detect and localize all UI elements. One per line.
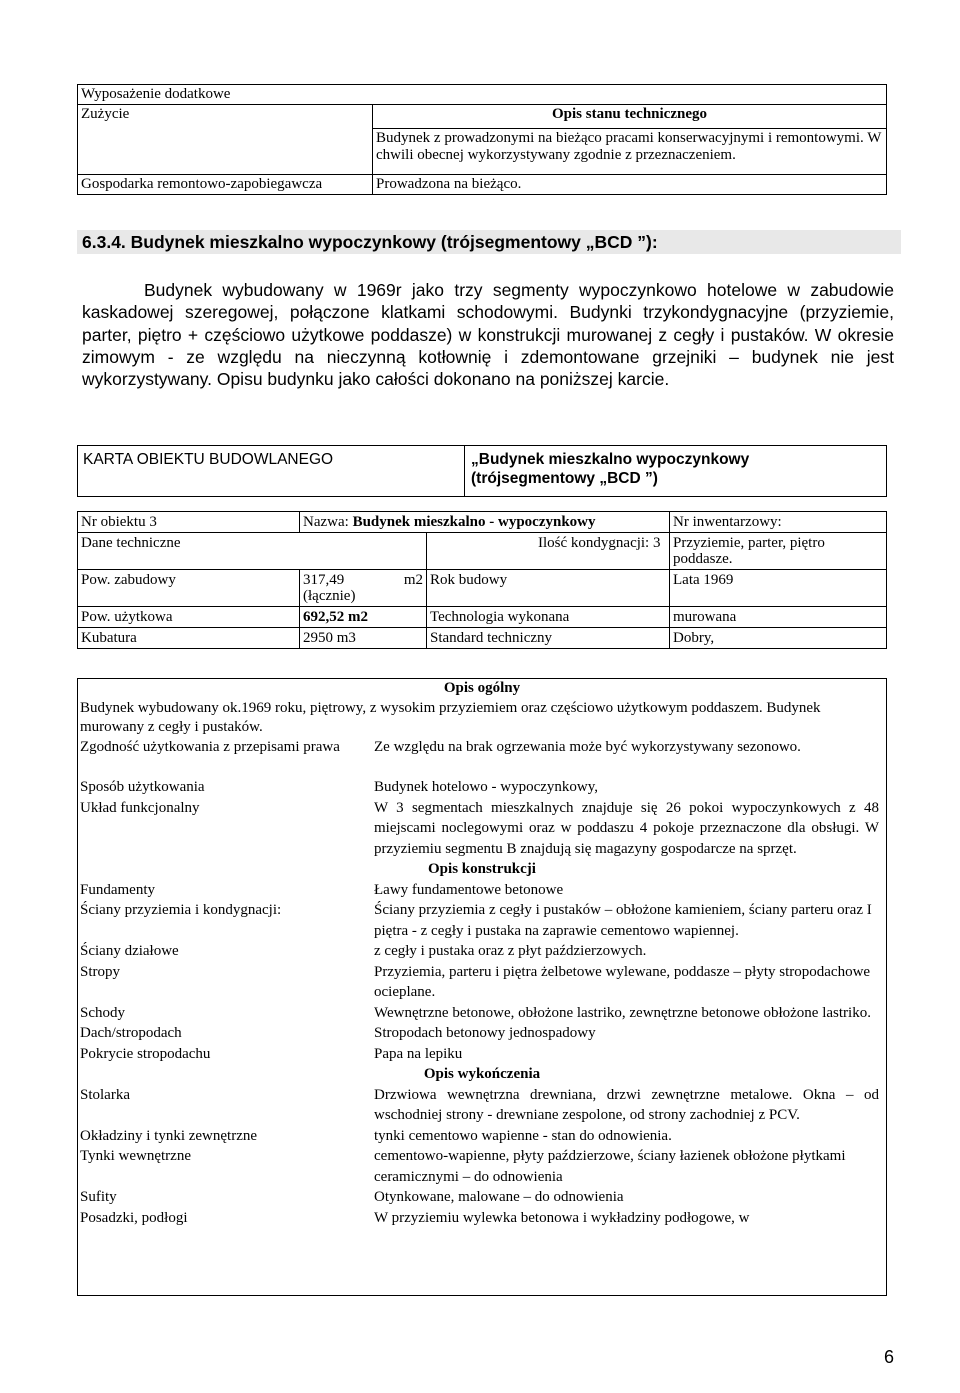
description-row (77, 798, 887, 860)
row-label: Sposób użytkowania (80, 779, 205, 795)
row-label: Sufity (80, 1189, 117, 1205)
row-label: Tynki wewnętrzne (80, 1148, 191, 1164)
build-year-label: Rok budowy (427, 570, 670, 607)
row-value: Drzwiowa wewnętrzna drewniana, drzwi zewnętrzne metalowe. Okna – od wschodniej strony - drewniane zespolone, od strony zachodniej z PCV. (374, 1086, 879, 1123)
row-label: Stropy (80, 963, 121, 980)
row-label: Ściany przyziemia i kondygnacji: (80, 902, 282, 918)
wear-value: Budynek z prowadzonymi na bieżąco pracami konserwacyjnymi i remontowymi. W chwili obecnej wykorzystywany zgodnie z przeznaczeniem. (373, 129, 887, 175)
build-year-value: Lata 1969 (670, 570, 887, 607)
description-row (77, 737, 887, 758)
object-number: Nr obiektu 3 (78, 512, 300, 533)
row-value: Ściany przyziemia z cegły i pustaków – obłożone kamieniem, ściany parteru oraz I piętra - z cegły i pustaka na zaprawie cementowo wapiennej. (374, 902, 872, 939)
row-value: W przyziemiu wylewka betonowa i wykładziny podłogowe, w (374, 1209, 750, 1226)
general-description-text: Budynek wybudowany ok.1969 roku, piętrowy, z wysokim przyziemiem oraz częściowo użytkowym poddaszem. Budynek murowany z cegły i pustaków. (80, 699, 821, 735)
row-label: Schody (80, 1004, 125, 1021)
condition-section-title: Opis stanu technicznego (373, 104, 887, 129)
row-label: Ściany działowe (80, 943, 179, 959)
construction-title: Opis konstrukcji (428, 861, 536, 877)
description-row (77, 1085, 887, 1126)
standard-value: Dobry, (670, 628, 887, 649)
page-number: 6 (884, 1347, 895, 1367)
row-value: Budynek hotelowo - wypoczynkowy, (374, 779, 598, 795)
row-label: Okładziny i tynki zewnętrzne (80, 1127, 258, 1144)
card-building-name-line2: (trójsegmentowy „BCD ”) (471, 470, 658, 487)
storeys-count: Ilość kondygnacji: 3 (427, 533, 670, 570)
row-value: W 3 segmentach mieszkalnych znajduje się 26 pokoi wypoczynkowych z 48 miejscami noclegowymi oraz w poddaszu 4 pokoje przeznaczone dla obsługi. W przyziemiu segmentu B znajdują się magazyny gospodarcze na sprzęt. (374, 799, 879, 857)
equipment-condition-table (77, 84, 887, 195)
built-area-value: 317,49 m2 (łącznie) (300, 570, 427, 607)
volume-value: 2950 m3 (300, 628, 427, 649)
row-value: Przyziemia, parteru i piętra żelbetowe wylewane, poddasze – płyty stropodachowe ocieplane. (374, 963, 871, 1000)
description-row (77, 1044, 887, 1065)
finishing-rows (77, 1085, 887, 1229)
row-value: Wewnętrzne betonowe, obłożone lastriko, zewnętrzne betonowe obłożone lastriko. (374, 1004, 871, 1021)
object-name (300, 512, 670, 533)
description-row (77, 777, 887, 798)
row-value: Ławy fundamentowe betonowe (374, 881, 564, 898)
row-value: Stropodach betonowy jednospadowy (374, 1025, 596, 1041)
object-name-prefix: Nazwa: (303, 514, 353, 530)
description-row (77, 962, 887, 1003)
object-name-value: Budynek mieszkalno - wypoczynkowy (352, 514, 596, 530)
usable-area-label: Pow. użytkowa (78, 607, 300, 628)
row-value: cementowo-wapienne, płyty paździerzowe, ściany łazienek obłożone płytkami ceramicznymi – do odnowienia (374, 1148, 846, 1185)
description-row (77, 1126, 887, 1147)
row-value: z cegły i pustaka oraz z płyt paździerzowych. (374, 943, 647, 959)
object-card-header (77, 445, 887, 497)
standard-label: Standard techniczny (427, 628, 670, 649)
row-value: Otynkowane, malowane – do odnowienia (374, 1189, 624, 1205)
row-value: Papa na lepiku (374, 1045, 463, 1062)
maintenance-value: Prowadzona na bieżąco. (373, 175, 887, 195)
technical-data-table (77, 511, 887, 649)
technology-label: Technologia wykonana (427, 607, 670, 628)
description-row (77, 900, 887, 941)
maintenance-label: Gospodarka remontowo-zapobiegawcza (78, 175, 373, 195)
inventory-number: Nr inwentarzowy: (670, 512, 887, 533)
volume-label: Kubatura (78, 628, 300, 649)
card-title: KARTA OBIEKTU BUDOWLANEGO (83, 451, 334, 468)
usage-rows (77, 737, 887, 860)
built-area-label: Pow. zabudowy (78, 570, 300, 607)
building-description-paragraph (82, 279, 894, 390)
row-label: Dach/stropodach (80, 1025, 182, 1041)
equipment-label: Wyposażenie dodatkowe (78, 85, 887, 105)
row-label: Zgodność użytkowania z przepisami prawa (80, 738, 340, 755)
general-description-title: Opis ogólny (443, 680, 521, 696)
row-label: Układ funkcjonalny (80, 799, 200, 816)
description-row (77, 1146, 887, 1187)
description-section (77, 678, 887, 1228)
description-row (77, 1023, 887, 1044)
technical-data-label: Dane techniczne (78, 533, 427, 570)
finishing-title: Opis wykończenia (423, 1066, 541, 1082)
usable-area-value: 692,52 m2 (300, 607, 427, 628)
row-label: Posadzki, podłogi (80, 1209, 188, 1226)
description-row (77, 1187, 887, 1208)
section-heading: 6.3.4. Budynek mieszkalno wypoczynkowy (trójsegmentowy „BCD ”): (77, 230, 901, 254)
card-building-name (464, 446, 878, 496)
description-row (77, 880, 887, 901)
technology-value: murowana (670, 607, 887, 628)
row-label: Fundamenty (80, 881, 155, 898)
description-row (77, 941, 887, 962)
wear-label: Zużycie (78, 104, 373, 175)
row-label: Pokrycie stropodachu (80, 1045, 211, 1062)
description-row (77, 1208, 887, 1229)
row-value: tynki cementowo wapienne - stan do odnowienia. (374, 1127, 672, 1144)
description-row (77, 1003, 887, 1024)
storeys-list: Przyziemie, parter, piętro poddasze. (670, 533, 887, 570)
card-building-name-line1: „Budynek mieszkalno wypoczynkowy (471, 451, 750, 468)
construction-rows (77, 880, 887, 1065)
building-description-text: Budynek wybudowany w 1969r jako trzy segmenty wypoczynkowo hotelowe w zabudowie kaskadowej szeregowej, połączone klatkami schodowymi. Budynki trzykondygnacyjne (przyziemie, parter, piętro + częściowo użytkowe poddasze) w konstrukcji murowanej z cegły i pustaków. W okresie zimowym - ze względu na nieczynną kotłownię i zdemontowane grzejniki – budynek nie jest wykorzystywany. Opisu budynku jako całości dokonano na poniższej karcie. (82, 280, 894, 390)
row-value: Ze względu na brak ogrzewania może być wykorzystywany sezonowo. (374, 738, 801, 755)
row-label: Stolarka (80, 1086, 130, 1103)
